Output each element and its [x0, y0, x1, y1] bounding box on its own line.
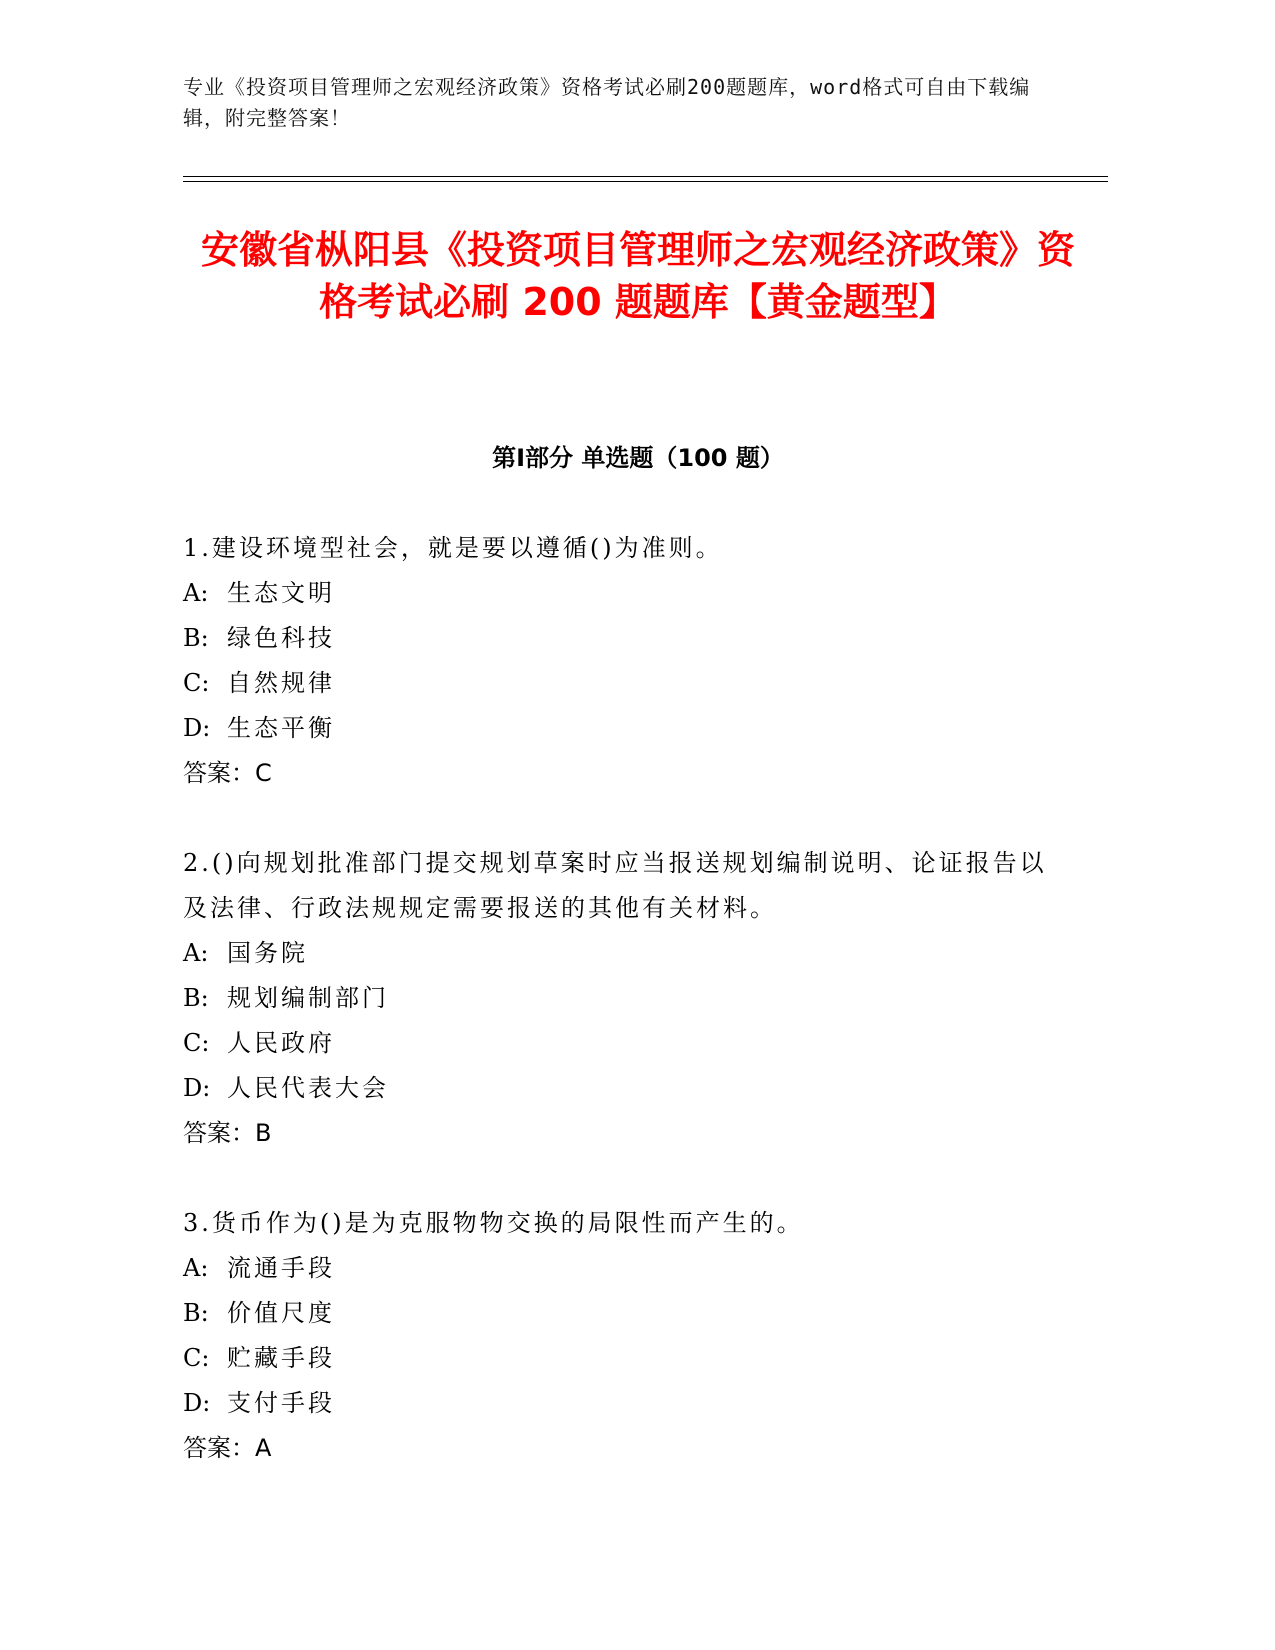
option-key: A:: [183, 939, 209, 967]
option-text: 国务院: [227, 939, 308, 967]
option-c: [183, 1336, 1063, 1381]
option-text: 规划编制部门: [227, 984, 389, 1012]
option-key: B:: [183, 984, 209, 1012]
header-divider-top: [183, 176, 1108, 177]
option-b: [183, 976, 1063, 1021]
answer: 答案：C: [183, 759, 272, 787]
option-key: B:: [183, 1299, 209, 1327]
question-stem: 2.()向规划批准部门提交规划草案时应当报送规划编制说明、论证报告以及法律、行政法规规定需要报送的其他有关材料。: [183, 849, 1047, 922]
option-key: D:: [183, 1074, 211, 1102]
answer: 答案：B: [183, 1119, 272, 1147]
question-list: [183, 526, 1063, 1516]
option-c: [183, 661, 1063, 706]
option-b: [183, 616, 1063, 661]
option-key: D:: [183, 714, 211, 742]
option-text: 生态平衡: [227, 714, 335, 742]
option-key: C:: [183, 669, 210, 697]
option-text: 支付手段: [227, 1389, 335, 1417]
option-text: 生态文明: [227, 579, 335, 607]
header-note: 专业《投资项目管理师之宏观经济政策》资格考试必刷200题题库，word格式可自由下载编辑，附完整答案！: [183, 75, 1031, 130]
section-title: 第Ⅰ部分 单选题（100 题）: [492, 444, 784, 472]
option-text: 绿色科技: [227, 624, 335, 652]
option-a: [183, 571, 1063, 616]
option-text: 自然规律: [227, 669, 335, 697]
header-divider-bottom: [183, 181, 1108, 182]
option-c: [183, 1021, 1063, 1066]
option-a: [183, 1246, 1063, 1291]
question-stem: 1.建设环境型社会，就是要以遵循()为准则。: [183, 534, 723, 562]
option-d: [183, 1066, 1063, 1111]
document-title: 安徽省枞阳县《投资项目管理师之宏观经济政策》资格考试必刷 200 题题库【黄金题型】: [200, 228, 1075, 324]
option-key: C:: [183, 1344, 210, 1372]
question-3: [183, 1201, 1063, 1471]
option-text: 人民代表大会: [227, 1074, 389, 1102]
answer: 答案：A: [183, 1434, 272, 1462]
option-a: [183, 931, 1063, 976]
question-stem: 3.货币作为()是为克服物物交换的局限性而产生的。: [183, 1209, 804, 1237]
option-key: A:: [183, 1254, 209, 1282]
option-key: B:: [183, 624, 209, 652]
option-key: D:: [183, 1389, 211, 1417]
question-2: [183, 841, 1063, 1156]
question-1: [183, 526, 1063, 796]
option-text: 贮藏手段: [227, 1344, 335, 1372]
option-d: [183, 706, 1063, 751]
option-d: [183, 1381, 1063, 1426]
option-b: [183, 1291, 1063, 1336]
option-text: 人民政府: [227, 1029, 335, 1057]
option-text: 流通手段: [227, 1254, 335, 1282]
option-text: 价值尺度: [227, 1299, 335, 1327]
option-key: A:: [183, 579, 209, 607]
option-key: C:: [183, 1029, 210, 1057]
